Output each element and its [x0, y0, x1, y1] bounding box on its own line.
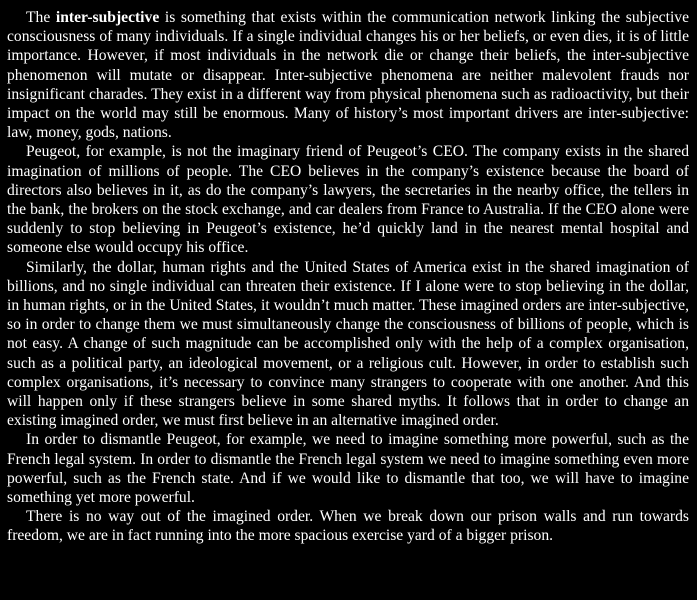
paragraph-1	[7, 8, 689, 142]
paragraph-4: In order to dismantle Peugeot, for example, we need to imagine something more powerful, such as the French legal system. In order to dismantle the French legal system we need to imagine something even more powerful, such as the French state. And if we would like to dismantle that too, we will have to imagine something yet more powerful.	[7, 431, 689, 507]
paragraph-3: Similarly, the dollar, human rights and the United States of America exist in the shared imagination of billions, and no single individual can threaten their existence. If I alone were to stop believing in the dollar, in human rights, or in the United States, it wouldn’t much matter. These imagined orders are inter-subjective, so in order to change them we must simultaneously change the consciousness of billions of people, which is not easy. A change of such magnitude can be accomplished only with the help of a complex organisation, such as a political party, an ideological movement, or a religious cult. However, in order to establish such complex organisations, it’s necessary to convince many strangers to cooperate with one another. And this will happen only if these strangers believe in some shared myths. It follows that in order to change an existing imagined order, we must first believe in an alternative imagined order.	[7, 258, 689, 430]
paragraph-5: There is no way out of the imagined order. When we break down our prison walls and run towards freedom, we are in fact running into the more spacious exercise yard of a bigger prison.	[7, 508, 689, 545]
paragraph-1-text: is something that exists within the communication network linking the subjective consciousness of many individuals. If a single individual changes his or her beliefs, or even dies, it is of little importance. However, if most individuals in the network die or change their beliefs, the inter-subjective phenomenon will mutate or disappear. Inter-subjective phenomena are neither malevolent frauds nor insignificant charades. They exist in a different way from physical phenomena such as radioactivity, but their impact on the world may still be enormous. Many of history’s most important drivers are inter-subjective: law, money, gods, nations.	[7, 9, 689, 142]
paragraph-1-prefix: The	[26, 9, 56, 26]
key-term: inter-subjective	[55, 9, 160, 26]
paragraph-2: Peugeot, for example, is not the imaginary friend of Peugeot’s CEO. The company exists in the shared imagination of millions of people. The CEO believes in the company’s existence because the board of directors also believes in it, as do the company’s lawyers, the secretaries in the nearby office, the tellers in the bank, the brokers on the stock exchange, and car dealers from France to Australia. If the CEO alone were suddenly to stop believing in Peugeot’s existence, he’d quickly land in the nearest mental hospital and someone else would occupy his office.	[7, 143, 689, 257]
